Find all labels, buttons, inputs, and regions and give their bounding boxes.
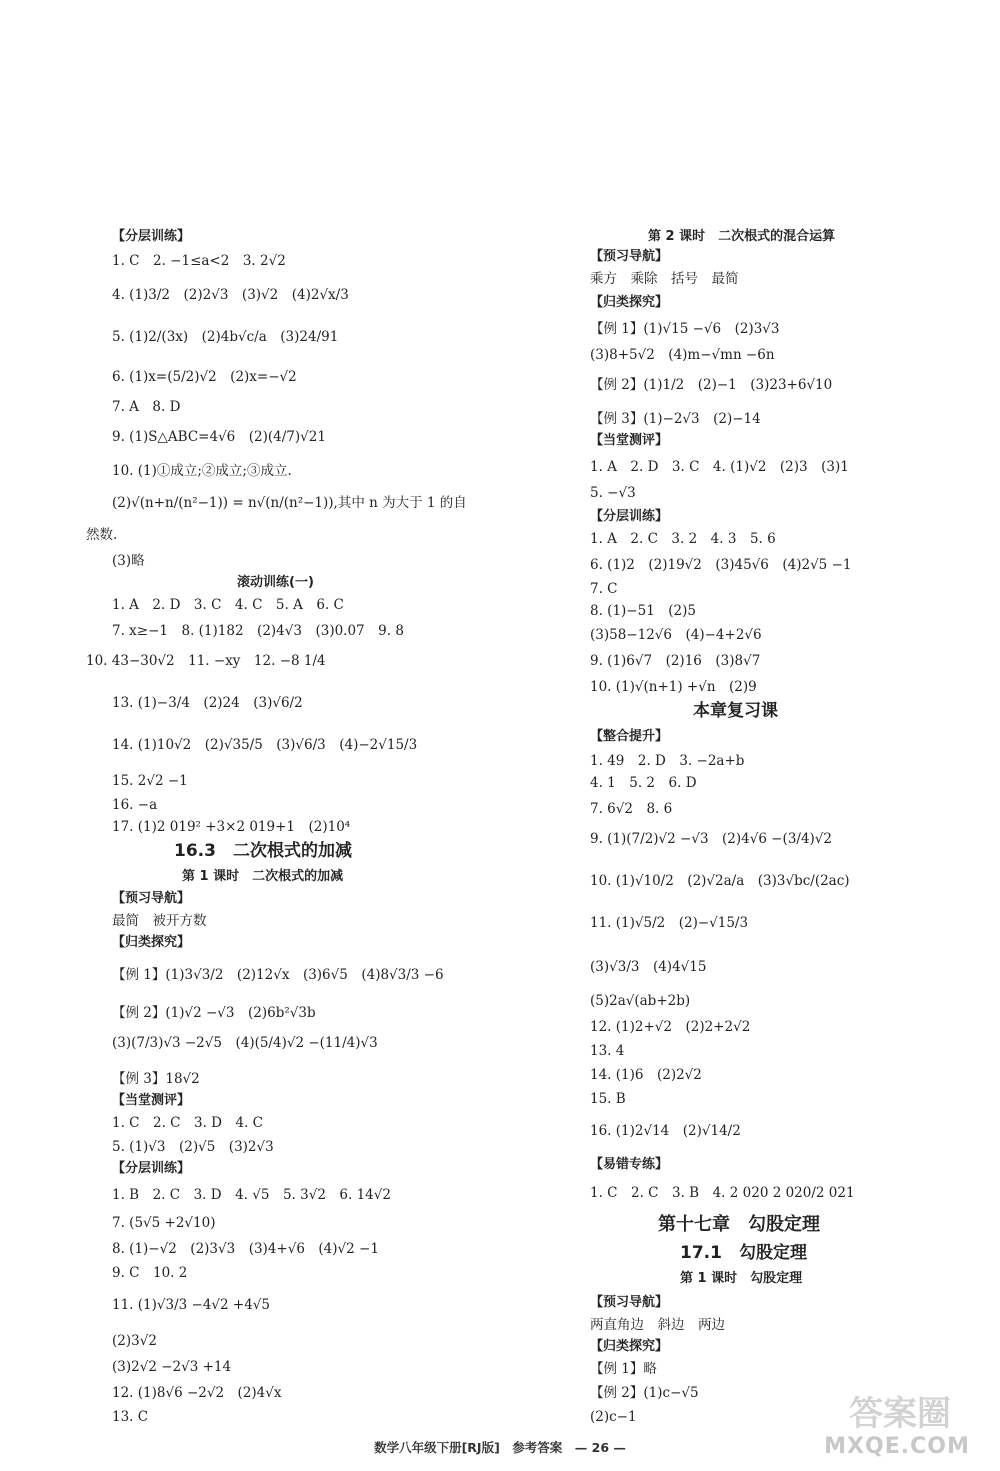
right-line: 16. (1)2√14 (2)√14/2 — [590, 1123, 741, 1139]
right-line: 7. 6√2 8. 6 — [590, 801, 673, 817]
right-line: 11. (1)√5/2 (2)−√15/3 — [590, 915, 749, 931]
left-line: 1. C 2. C 3. D 4. C — [112, 1115, 263, 1131]
left-line: 最简 被开方数 — [112, 913, 207, 929]
right-line: (5)2a√(ab+2b) — [590, 993, 691, 1009]
right-line: 第十七章 勾股定理 — [658, 1214, 820, 1235]
watermark-site: MXQE.COM — [824, 1434, 970, 1459]
right-line: 【例 3】(1)−2√3 (2)−14 — [590, 411, 761, 427]
right-line: 【整合提升】 — [590, 729, 669, 744]
right-line: 两直角边 斜边 两边 — [590, 1317, 725, 1333]
right-line: 1. C 2. C 3. B 4. 2 020 2 020/2 021 — [590, 1185, 855, 1201]
right-line: 【易错专练】 — [590, 1157, 669, 1172]
left-line: 第 1 课时 二次根式的加减 — [182, 869, 344, 884]
left-line: (3)2√2 −2√3 +14 — [112, 1359, 232, 1375]
left-line: 【预习导航】 — [112, 891, 191, 906]
left-line: 【归类探究】 — [112, 935, 191, 950]
left-line: 16.3 二次根式的加减 — [174, 841, 352, 861]
left-line: 4. (1)3/2 (2)2√3 (3)√2 (4)2√x/3 — [112, 287, 349, 303]
right-line: 1. A 2. C 3. 2 4. 3 5. 6 — [590, 531, 776, 547]
right-line: 5. −√3 — [590, 485, 636, 501]
left-line: 【分层训练】 — [112, 229, 191, 244]
right-line: (3)8+5√2 (4)m−√mn −6n — [590, 347, 775, 363]
right-line: 13. 4 — [590, 1043, 625, 1059]
left-line: 7. (5√5 +2√10) — [112, 1215, 216, 1231]
left-line: 滚动训练(一) — [237, 575, 314, 590]
left-line: 1. C 2. −1≤a<2 3. 2√2 — [112, 253, 286, 269]
right-line: 4. 1 5. 2 6. D — [590, 775, 697, 791]
left-line: 15. 2√2 −1 — [112, 773, 188, 789]
right-line: 6. (1)2 (2)19√2 (3)45√6 (4)2√5 −1 — [590, 557, 852, 573]
left-line: (3)(7/3)√3 −2√5 (4)(5/4)√2 −(11/4)√3 — [112, 1035, 378, 1051]
left-line: 【例 2】(1)√2 −√3 (2)6b²√3b — [112, 1005, 316, 1021]
left-line: 17. (1)2 019² +3×2 019+1 (2)10⁴ — [112, 819, 351, 835]
left-line: 6. (1)x=(5/2)√2 (2)x=−√2 — [112, 369, 297, 385]
left-line: 11. (1)√3/3 −4√2 +4√5 — [112, 1297, 270, 1313]
watermark — [812, 1392, 982, 1464]
left-line: 7. A 8. D — [112, 399, 181, 415]
right-line: 17.1 勾股定理 — [680, 1243, 807, 1263]
right-line: 14. (1)6 (2)2√2 — [590, 1067, 702, 1083]
right-line: 【预习导航】 — [590, 249, 669, 264]
right-line: 9. (1)(7/2)√2 −√3 (2)4√6 −(3/4)√2 — [590, 831, 832, 847]
left-line: 5. (1)2/(3x) (2)4b√c/a (3)24/91 — [112, 329, 339, 345]
right-line: 【例 2】(1)c−√5 — [590, 1385, 699, 1401]
left-line: 【分层训练】 — [112, 1161, 191, 1176]
left-line: 10. 43−30√2 11. −xy 12. −8 1/4 — [86, 653, 326, 669]
right-line: 【例 1】(1)√15 −√6 (2)3√3 — [590, 321, 780, 337]
right-line: 15. B — [590, 1091, 626, 1107]
right-line: 12. (1)2+√2 (2)2+2√2 — [590, 1019, 751, 1035]
right-line: (3)√3/3 (4)4√15 — [590, 959, 707, 975]
left-line: 【例 1】(1)3√3/2 (2)12√x (3)6√5 (4)8√3/3 −6 — [112, 967, 444, 983]
left-line: (2)3√2 — [112, 1333, 157, 1349]
left-line: (2)√(n+n/(n²−1)) = n√(n/(n²−1)),其中 n 为大于 1 的自 — [112, 495, 467, 511]
left-line: 10. (1)①成立;②成立;③成立. — [112, 463, 292, 479]
left-line: 【例 3】18√2 — [112, 1071, 200, 1087]
page-footer: 数学八年级下册[RJ版] 参考答案 — 26 — — [374, 1440, 626, 1455]
right-line: 本章复习课 — [693, 701, 778, 721]
right-line: 【归类探究】 — [590, 1339, 669, 1354]
left-line: 1. B 2. C 3. D 4. √5 5. 3√2 6. 14√2 — [112, 1187, 391, 1203]
right-line: 第 1 课时 勾股定理 — [680, 1271, 803, 1286]
right-line: 1. 49 2. D 3. −2a+b — [590, 753, 745, 769]
right-line: 【当堂测评】 — [590, 433, 669, 448]
left-line: 12. (1)8√6 −2√2 (2)4√x — [112, 1385, 282, 1401]
right-line: 9. (1)6√7 (2)16 (3)8√7 — [590, 653, 761, 669]
left-line: 9. C 10. 2 — [112, 1265, 188, 1281]
right-line: 【例 1】略 — [590, 1361, 657, 1377]
left-line: 然数. — [86, 527, 118, 543]
left-line: 【当堂测评】 — [112, 1093, 191, 1108]
right-line: 10. (1)√(n+1) +√n (2)9 — [590, 679, 757, 695]
left-line: 7. x≥−1 8. (1)182 (2)4√3 (3)0.07 9. 8 — [112, 623, 404, 639]
left-line: (3)略 — [112, 553, 145, 569]
right-line: 1. A 2. D 3. C 4. (1)√2 (2)3 (3)1 — [590, 459, 849, 475]
right-line: 8. (1)−51 (2)5 — [590, 603, 696, 619]
right-line: 【分层训练】 — [590, 509, 669, 524]
left-line: 1. A 2. D 3. C 4. C 5. A 6. C — [112, 597, 344, 613]
right-line: (2)c−1 — [590, 1409, 637, 1425]
left-line: 13. (1)−3/4 (2)24 (3)√6/2 — [112, 695, 303, 711]
watermark-logo: 答案圈 — [849, 1394, 951, 1434]
right-line: (3)58−12√6 (4)−4+2√6 — [590, 627, 762, 643]
left-line: 14. (1)10√2 (2)√35/5 (3)√6/3 (4)−2√15/3 — [112, 737, 418, 753]
left-line: 16. −a — [112, 797, 158, 813]
right-line: 【预习导航】 — [590, 1295, 669, 1310]
right-line: 第 2 课时 二次根式的混合运算 — [648, 229, 836, 244]
right-line: 10. (1)√10/2 (2)√2a/a (3)3√bc/(2ac) — [590, 873, 850, 889]
left-line: 9. (1)S△ABC=4√6 (2)(4/7)√21 — [112, 429, 326, 445]
right-line: 【归类探究】 — [590, 295, 669, 310]
left-line: 8. (1)−√2 (2)3√3 (3)4+√6 (4)√2 −1 — [112, 1241, 379, 1257]
right-line: 乘方 乘除 括号 最简 — [590, 271, 739, 287]
right-line: 7. C — [590, 581, 618, 597]
right-line: 【例 2】(1)1/2 (2)−1 (3)23+6√10 — [590, 377, 833, 393]
left-line: 13. C — [112, 1409, 149, 1425]
left-line: 5. (1)√3 (2)√5 (3)2√3 — [112, 1139, 274, 1155]
